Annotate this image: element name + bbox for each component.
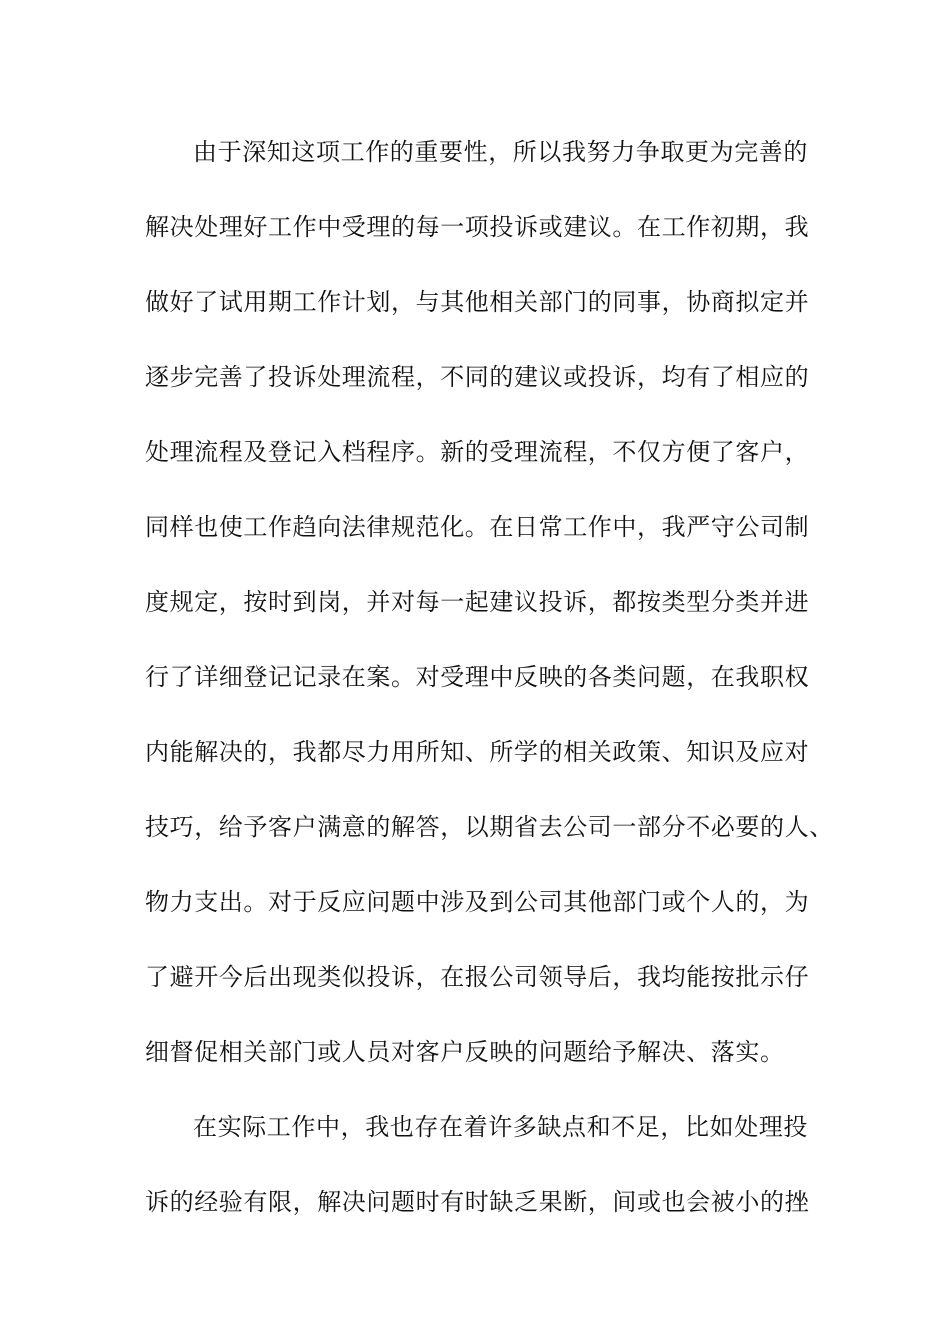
paragraph-line: 度规定，按时到岗，并对每一起建议投诉，都按类型分类并进: [145, 588, 810, 616]
paragraph-line: 诉的经验有限，解决问题时有时缺乏果断，间或也会被小的挫: [145, 1188, 810, 1216]
paragraph-line: 内能解决的，我都尽力用所知、所学的相关政策、知识及应对: [145, 738, 810, 766]
paragraph-line: 做好了试用期工作计划，与其他相关部门的同事，协商拟定并: [145, 288, 810, 316]
document-body: [145, 128, 865, 1253]
paragraph-line: 逐步完善了投诉处理流程，不同的建议或投诉，均有了相应的: [145, 363, 810, 391]
paragraph-line: 解决处理好工作中受理的每一项投诉或建议。在工作初期，我: [145, 213, 810, 241]
paragraph-line: 了避开今后出现类似投诉，在报公司领导后，我均能按批示仔: [145, 963, 810, 991]
paragraph-line: 细督促相关部门或人员对客户反映的问题给予解决、落实。: [145, 1038, 785, 1066]
paragraph-line: 由于深知这项工作的重要性，所以我努力争取更为完善的: [193, 138, 808, 166]
paragraph-line: 在实际工作中，我也存在着许多缺点和不足，比如处理投: [193, 1113, 808, 1141]
paragraph-line: 技巧，给予客户满意的解答，以期省去公司一部分不必要的人、: [145, 813, 834, 841]
paragraph-line: 行了详细登记记录在案。对受理中反映的各类问题，在我职权: [145, 663, 810, 691]
paragraph-line: 处理流程及登记入档程序。新的受理流程，不仅方便了客户，: [145, 438, 810, 466]
paragraph-line: 物力支出。对于反应问题中涉及到公司其他部门或个人的，为: [145, 888, 810, 916]
paragraph-line: 同样也使工作趋向法律规范化。在日常工作中，我严守公司制: [145, 513, 810, 541]
